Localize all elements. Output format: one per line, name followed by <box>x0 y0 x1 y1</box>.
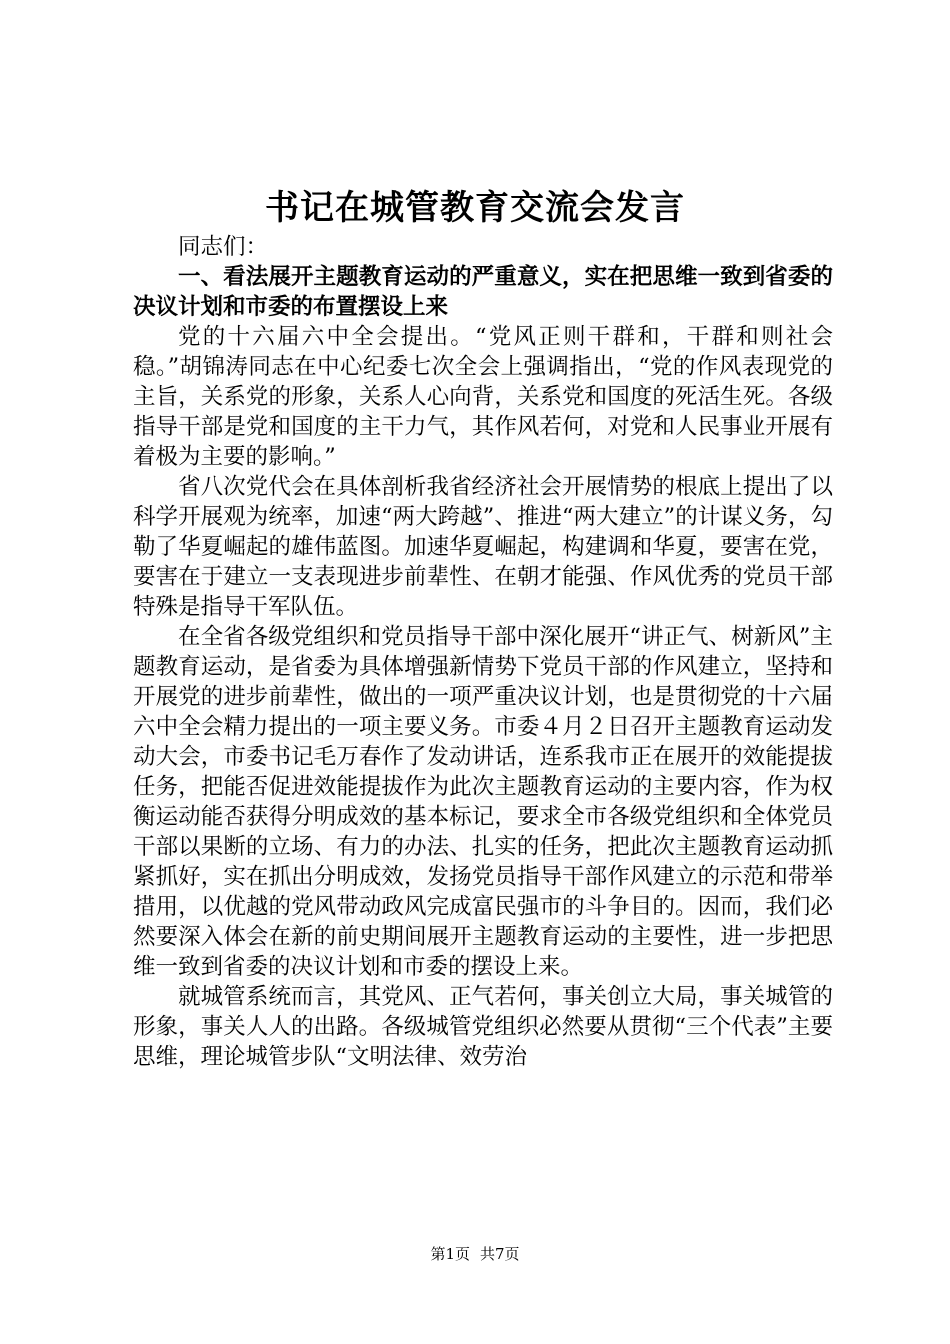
page-number: 第1页 <box>430 1245 470 1263</box>
page-footer <box>0 1244 950 1264</box>
paragraph-1: 党的十六届六中全会提出。“党风正则干群和，干群和则社会稳。”胡锦涛同志在中心纪委七次全会上强调指出，“党的作风表现党的主旨，关系党的形象，关系人心向背，关系党和国度的死活生死。各级指导干部是党和国度的主干力气，其作风若何，对党和人民事业开展有着极为主要的影响。” <box>133 324 833 470</box>
section-heading: 一、看法展开主题教育运动的严重意义，实在把思维一致到省委的决议计划和市委的布置摆设上来 <box>133 264 833 320</box>
document-body <box>133 232 833 1072</box>
document-title: 书记在城管教育交流会发言 <box>265 188 685 228</box>
page-total: 共7页 <box>480 1245 520 1263</box>
salutation: 同志们： <box>178 234 269 260</box>
paragraph-2: 省八次党代会在具体剖析我省经济社会开展情势的根底上提出了以科学开展观为统率，加速“两大跨越”、推进“两大建立”的计谋义务，勾勒了华夏崛起的雄伟蓝图。加速华夏崛起，构建调和华夏，要害在党，要害在于建立一支表现进步前辈性、在朝才能强、作风优秀的党员干部特殊是指导干军队伍。 <box>133 474 833 620</box>
paragraph-3: 在全省各级党组织和党员指导干部中深化展开“讲正气、树新风”主题教育运动，是省委为具体增强新情势下党员干部的作风建立，坚持和开展党的进步前辈性，做出的一项严重决议计划，也是贯彻党的十六届六中全会精力提出的一项主要义务。市委４月２日召开主题教育运动发动大会，市委书记毛万春作了发动讲话，连系我市正在展开的效能提拔任务，把能否促进效能提拔作为此次主题教育运动的主要内容，作为权衡运动能否获得分明成效的基本标记，要求全市各级党组织和全体党员干部以果断的立场、有力的办法、扎实的任务，把此次主题教育运动抓紧抓好，实在抓出分明成效，发扬党员指导干部作风建立的示范和带举措用，以优越的党风带动政风完成富民强市的斗争目的。因而，我们必然要深入体会在新的前史期间展开主题教育运动的主要性，进一步把思维一致到省委的决议计划和市委的摆设上来。 <box>133 624 833 980</box>
paragraph-4: 就城管系统而言，其党风、正气若何，事关创立大局，事关城管的形象，事关人人的出路。各级城管党组织必然要从贯彻“三个代表”主要思维，理论城管步队“文明法律、效劳治 <box>133 984 833 1070</box>
